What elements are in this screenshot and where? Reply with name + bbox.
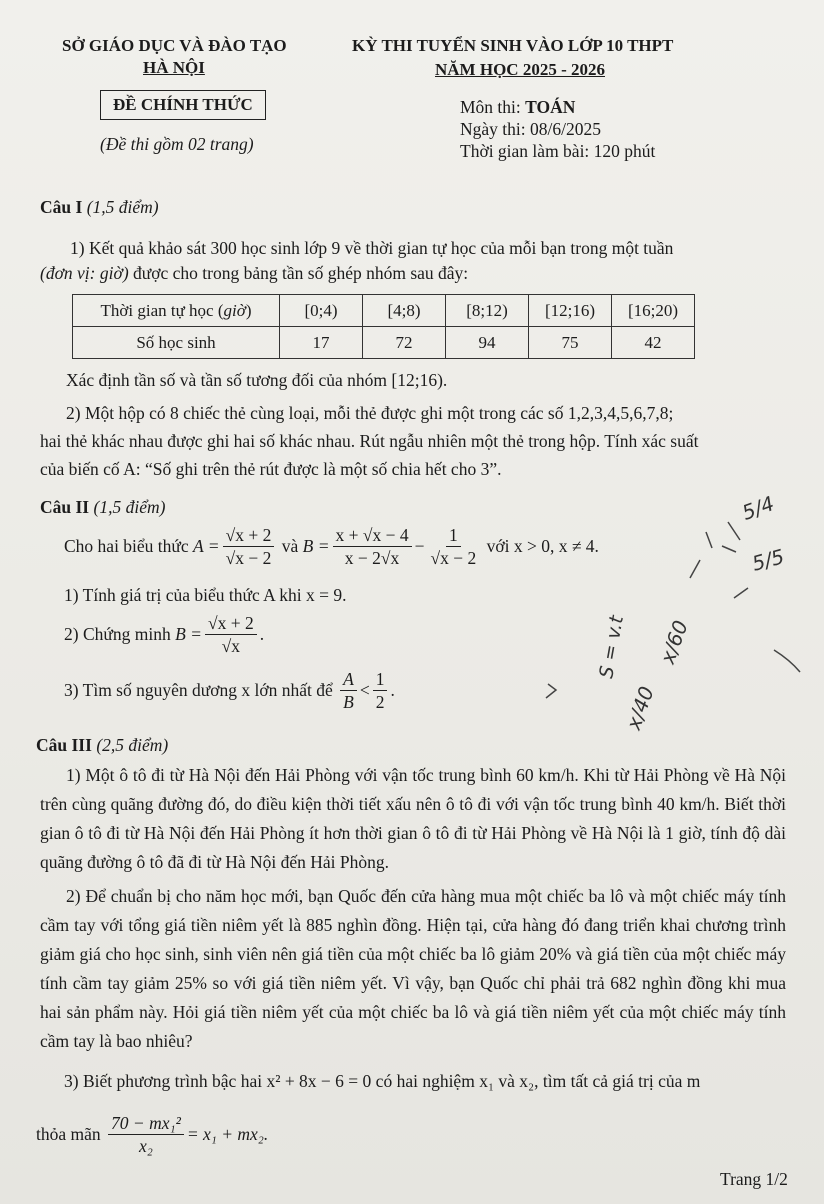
q1-label: Câu I (40, 197, 83, 217)
expr-b-lhs: B = (302, 536, 330, 557)
minus-sign: − (414, 536, 425, 557)
city-name: HÀ NỘI (143, 58, 205, 77)
pencil-stroke (690, 532, 712, 578)
q2-points: (1,5 điểm) (93, 497, 166, 517)
q1-part2-line1: 2) Một hộp có 8 chiếc thẻ cùng loại, mỗi thẻ được ghi một trong các số 1,2,3,4,5,6,7,8; (66, 403, 674, 423)
fraction-denominator: B (343, 692, 354, 712)
handwritten-note: x/60 (655, 617, 693, 667)
fraction-numerator: 1 (373, 668, 388, 691)
fraction-numerator: A (340, 668, 357, 691)
exam-name: KỲ THI TUYỂN SINH VÀO LỚP 10 THPT (352, 36, 674, 55)
fraction-denominator: √x − 2 (430, 548, 477, 568)
q3-part3-line1: 3) Biết phương trình bậc hai x² + 8x − 6 = 0 có hai nghiệm x₁ và x₂, tìm tất cả giá trị của m (64, 1071, 701, 1091)
fraction-denominator: x₂ (138, 1136, 153, 1156)
pencil-stroke (774, 650, 800, 672)
fraction-denominator: √x (221, 636, 241, 656)
table-cell: [0;4) (280, 295, 363, 327)
q1-points: (1,5 điểm) (86, 197, 159, 217)
pages-note: (Đề thi gồm 02 trang) (100, 134, 254, 154)
handwritten-note: 5/4 (738, 491, 778, 525)
subject-name: TOÁN (525, 97, 576, 117)
fraction-denominator: x − 2√x (344, 548, 400, 568)
q1-part1-line2-rest: được cho trong bảng tần số ghép nhóm sau đây: (128, 263, 469, 283)
q3-part2: 2) Để chuẩn bị cho năm học mới, bạn Quốc đến cửa hàng mua một chiếc ba lô và một chiếc máy tính cầm tay với tổng giá tiền niêm yết là 885 nghìn đồng. Hiện tại, cửa hàng đó đang triển khai chương trình giảm giá cho học sinh, sinh viên nên giá tiền của một chiếc ba lô giảm 20% và giá tiền của một chiếc máy tính cầm tay giảm 25% so với giá tiền niêm yết. Vì vậy, bạn Quốc chỉ phải trả 682 nghìn đồng khi mua hai sản phẩm này. Hỏi giá tiền niêm yết của một chiếc ba lô và giá tiền niêm yết của một chiếc máy tính cầm tay là bao nhiêu? (40, 886, 786, 1051)
pencil-stroke (722, 522, 740, 552)
q3-rhs: = x₁ + mx₂. (186, 1124, 269, 1145)
expr-a-lhs: A = (193, 536, 220, 557)
table-cell: [16;20) (612, 295, 695, 327)
exam-date: Ngày thi: 08/6/2025 (460, 119, 601, 139)
conjunction: và (281, 536, 299, 557)
handwritten-note: 5/5 (749, 544, 787, 576)
table-label-text: Thời gian tự học ( (100, 300, 224, 320)
handwritten-note: S = v.t (595, 613, 628, 681)
official-exam-box: ĐỀ CHÍNH THỨC (100, 90, 266, 120)
q2-part3-text: 3) Tìm số nguyên dương x lớn nhất để (64, 680, 333, 701)
table-cell: 94 (446, 327, 529, 359)
school-year: NĂM HỌC 2025 - 2026 (435, 60, 605, 79)
pencil-stroke (734, 588, 748, 598)
q2-part2: 2) Chứng minh B = $\frac{√x + 2}{√x}$ . (64, 613, 265, 656)
table-label-close: ) (245, 300, 252, 320)
unit-note: (đơn vị: giờ) (40, 263, 129, 283)
less-than-sign: < (359, 680, 370, 701)
page-number: Trang 1/2 (720, 1169, 788, 1189)
q3-label: Câu III (36, 735, 92, 755)
q3-points: (2,5 điểm) (96, 735, 169, 755)
table-cell: 75 (529, 327, 612, 359)
handwritten-note: x/40 (621, 683, 659, 733)
exam-duration: Thời gian làm bài: 120 phút (460, 141, 656, 161)
q1-part2-line3: của biến cố A: “Số ghi trên thẻ rút được là một số chia hết cho 3”. (40, 459, 502, 479)
table-label-unit: giờ (223, 300, 246, 320)
table-cell: 17 (280, 327, 363, 359)
q2-intro: Cho hai biểu thức (64, 536, 189, 557)
pencil-stroke (546, 684, 556, 698)
fraction-numerator: √x + 2 (205, 612, 257, 635)
q2-part1: 1) Tính giá trị của biểu thức A khi x = 9. (64, 585, 347, 605)
fraction-numerator: 1 (446, 524, 461, 547)
q3-part3-prefix: thỏa mãn (36, 1124, 101, 1145)
domain-condition: với x > 0, x ≠ 4. (486, 536, 599, 557)
table-header-cell: Số học sinh (73, 327, 280, 359)
q1-part2-line2: hai thẻ khác nhau được ghi hai số khác nhau. Rút ngẫu nhiên một thẻ trong hộp. Tính xác suất (40, 431, 699, 451)
q3-part1: 1) Một ô tô đi từ Hà Nội đến Hải Phòng với vận tốc trung bình 60 km/h. Khi từ Hải Phòng về Hà Nội trên cùng quãng đường đó, do điều kiện thời tiết xấu nên ô tô đi với vận tốc trung bình 40 km/h. Biết thời gian ô tô đi từ Hà Nội đến Hải Phòng ít hơn thời gian ô tô đi từ Hải Phòng về Hà Nội là 1 giờ, tính độ dài quãng đường ô tô đã đi từ Hà Nội đến Hải Phòng. (40, 765, 786, 872)
table-cell: [12;16) (529, 295, 612, 327)
table-cell: 72 (363, 327, 446, 359)
table-cell: [4;8) (363, 295, 446, 327)
subject-label: Môn thi: (460, 97, 526, 117)
fraction-numerator: √x + 2 (223, 524, 275, 547)
fraction-denominator: 2 (375, 692, 385, 712)
table-cell: 42 (612, 327, 695, 359)
q2-part3: 3) Tìm số nguyên dương x lớn nhất để $\frac{A}{B}$ < $\frac{1}{2}$ . (64, 669, 395, 712)
fraction-numerator: x + √x − 4 (333, 524, 412, 547)
q2-label: Câu II (40, 497, 90, 517)
fraction-numerator: 70 − mx₁² (108, 1112, 184, 1135)
expr-b-lhs: B = (175, 624, 202, 645)
q1-part1-task: Xác định tần số và tần số tương đối của nhóm [12;16). (66, 370, 448, 390)
q1-part1-line1: 1) Kết quả khảo sát 300 học sinh lớp 9 về thời gian tự học của mỗi bạn trong một tuần (70, 238, 674, 258)
table-cell: [8;12) (446, 295, 529, 327)
q2-part2-text: 2) Chứng minh (64, 624, 171, 645)
fraction-denominator: √x − 2 (225, 548, 272, 568)
dept-name: SỞ GIÁO DỤC VÀ ĐÀO TẠO (62, 36, 287, 55)
